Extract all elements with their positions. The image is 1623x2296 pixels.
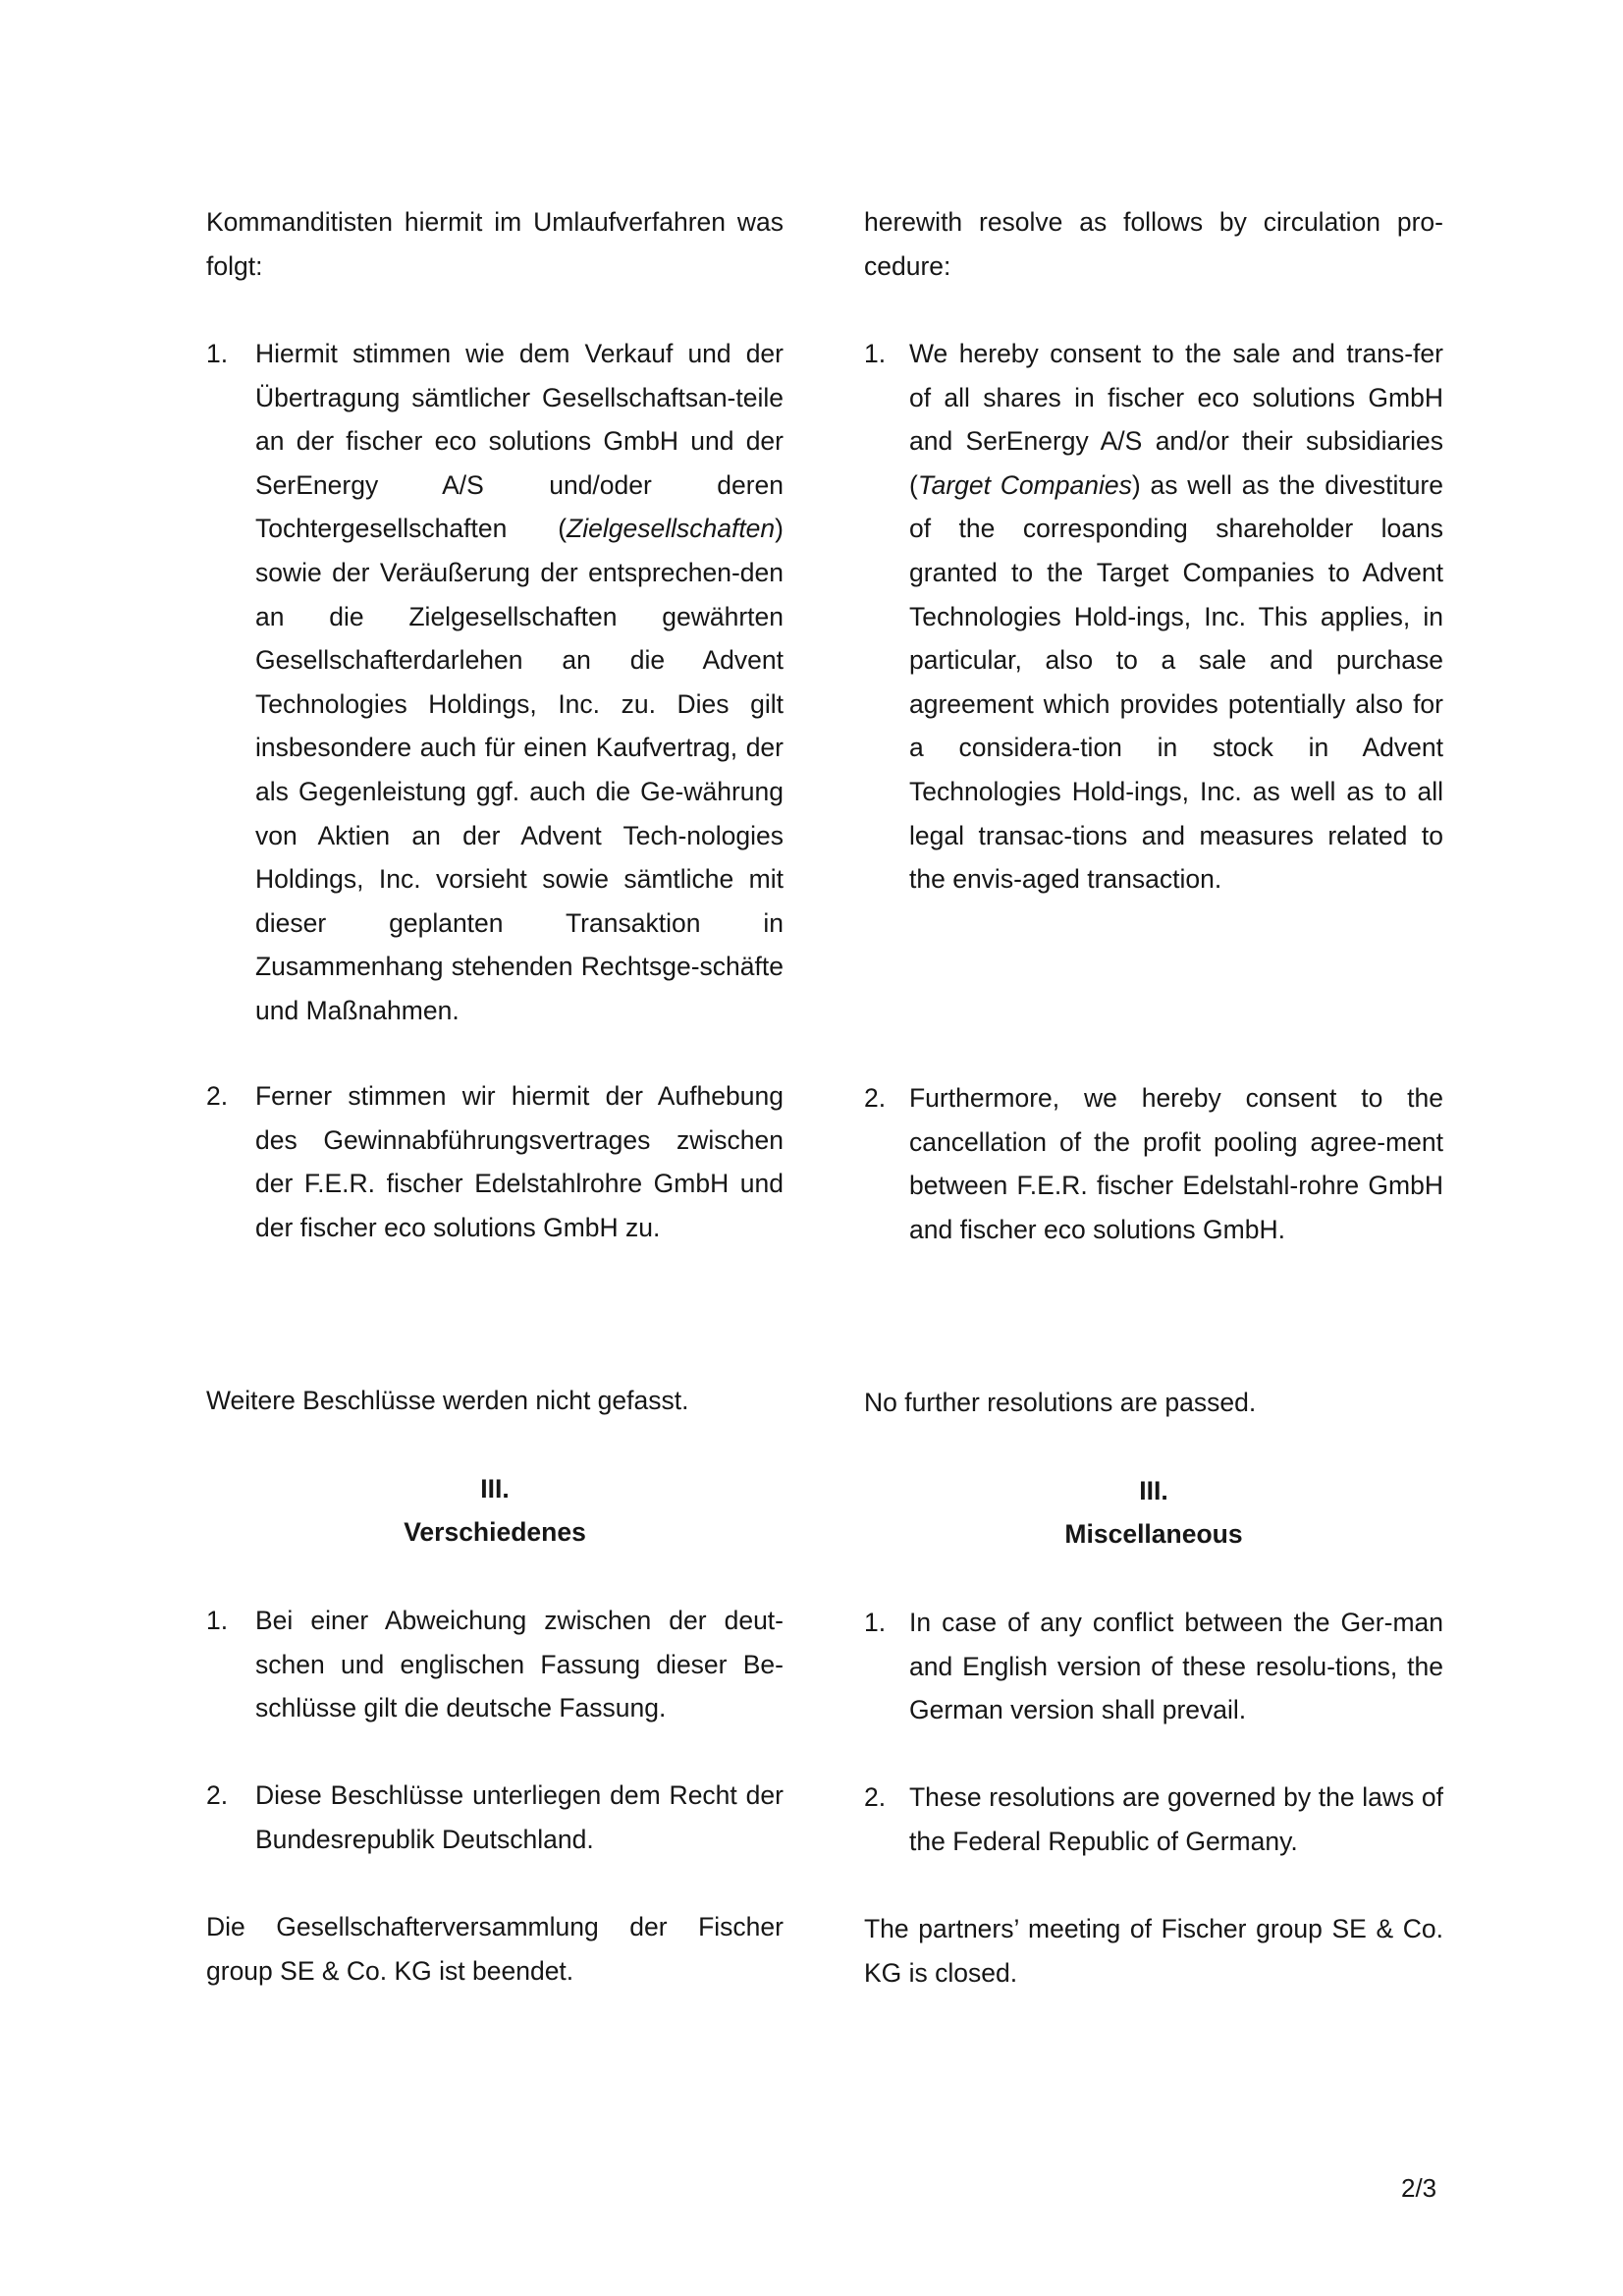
resolution-1-de-text: Hiermit stimmen wie dem Verkauf und der Übertragung sämtlicher Gesellschaftsan-teile an der fischer eco solutions GmbH und der SerEnergy A/S und/oder deren Tochtergesellschaften (Zielgesellschaften) sowie der Veräußerung der entsprechen-den an die Zielgesellschaften gewährten Gesellschafterdarlehen an die Advent Technologies Holdings, Inc. zu. Dies gilt insbesondere auch für einen Kaufvertrag, der als Gegenleistung ggf. auch die Ge-währung von Aktien an der Advent Tech-nologies Holdings, Inc. vorsieht sowie sämtliche mit dieser geplanten Transaktion in Zusammenhang stehenden Rechtsge-schäfte und Maßnahmen. bbox=[255, 339, 784, 1025]
section-numeral-de: III. bbox=[480, 1474, 510, 1503]
item-number: 1. bbox=[206, 1606, 229, 1635]
defined-term: Zielgesellschaften bbox=[567, 514, 776, 544]
no-further-de: Weitere Beschlüsse werden nicht gefasst. bbox=[206, 1386, 689, 1415]
item-number: 2. bbox=[206, 1780, 229, 1810]
item-number: 1. bbox=[864, 339, 887, 368]
misc-2-en-text: These resolutions are governed by the laws of the Federal Republic of Germany. bbox=[909, 1782, 1443, 1856]
item-number: 1. bbox=[864, 1608, 887, 1637]
resolution-2-de-text: Ferner stimmen wir hiermit der Aufhebung des Gewinnabführungsvertrages zwischen der F.E.R. fischer Edelstahlrohre GmbH und der fischer eco solutions GmbH zu. bbox=[255, 1081, 784, 1242]
item-number: 2. bbox=[206, 1081, 229, 1111]
intro-en: herewith resolve as follows by circulation pro-cedure: bbox=[864, 207, 1443, 281]
misc-1-de-text: Bei einer Abweichung zwischen der deut-schen und englischen Fassung dieser Be-schlüsse gilt die deutsche Fassung. bbox=[255, 1606, 784, 1723]
closing-en: The partners’ meeting of Fischer group SE & Co. KG is closed. bbox=[864, 1914, 1443, 1988]
section-title-en: Miscellaneous bbox=[1064, 1519, 1243, 1549]
misc-2-de-text: Diese Beschlüsse unterliegen dem Recht der Bundesrepublik Deutschland. bbox=[255, 1780, 784, 1854]
page-number: 2/3 bbox=[1401, 2173, 1437, 2203]
closing-de: Die Gesellschafterversammlung der Fischer group SE & Co. KG ist beendet. bbox=[206, 1912, 784, 1986]
resolution-1-en-text: We hereby consent to the sale and trans-fer of all shares in fischer eco solutions GmbH and SerEnergy A/S and/or their subsidiaries (Target Companies) as well as the divestiture of the corresponding shareholder loans granted to the Target Companies to Advent Technologies Hold-ings, Inc. This applies, in particular, also to a sale and purchase agreement which provides potentially also for a considera-tion in stock in Advent Technologies Hold-ings, Inc. as well as to all legal transac-tions and measures related to the envis-aged transaction. bbox=[909, 339, 1443, 895]
no-further-en: No further resolutions are passed. bbox=[864, 1388, 1257, 1417]
section-title-de: Verschiedenes bbox=[404, 1517, 586, 1547]
intro-de: Kommanditisten hiermit im Umlaufverfahren was folgt: bbox=[206, 207, 784, 281]
item-number: 2. bbox=[864, 1083, 887, 1113]
section-numeral-en: III. bbox=[1139, 1476, 1168, 1505]
defined-term: Target Companies bbox=[917, 469, 1132, 500]
item-number: 1. bbox=[206, 339, 229, 368]
item-number: 2. bbox=[864, 1782, 887, 1812]
resolution-2-en-text: Furthermore, we hereby consent to the cancellation of the profit pooling agree-ment between F.E.R. fischer Edelstahl-rohre GmbH and fischer eco solutions GmbH. bbox=[909, 1083, 1443, 1244]
misc-1-en-text: In case of any conflict between the Ger-man and English version of these resolu-tions, the German version shall prevail. bbox=[909, 1608, 1443, 1725]
